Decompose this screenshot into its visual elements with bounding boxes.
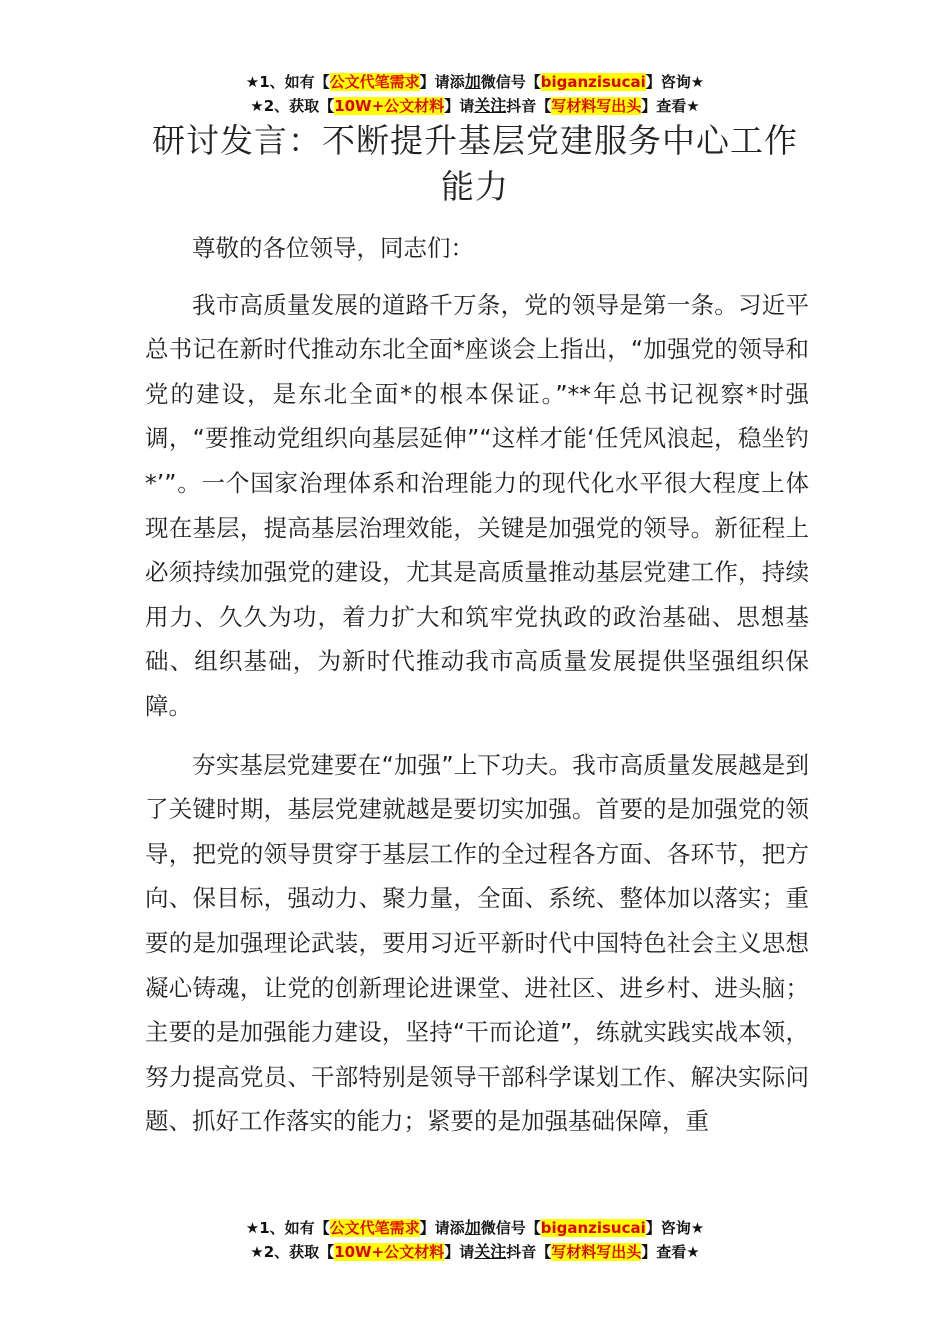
- document-body: [145, 226, 809, 1144]
- banner-line-1: [0, 70, 950, 94]
- banner-text: 】请: [444, 1243, 475, 1261]
- banner-text: ★1、如有【: [245, 73, 330, 91]
- banner-text: 】请添: [419, 1219, 465, 1237]
- banner-underlined: 关注: [474, 1242, 507, 1261]
- banner-text: 】咨询★: [645, 1219, 705, 1237]
- banner-underlined: 关注: [474, 96, 507, 115]
- banner-text: 】咨询★: [645, 73, 705, 91]
- paragraph-2: 夯实基层党建要在“加强”上下功夫。我市高质量发展越是到了关键时期，基层党建就越是要切实加强。首要的是加强党的领导，把党的领导贯穿于基层工作的全过程各方面、各环节，把方向、保目标，强动力、聚力量，全面、系统、整体加以落实；重要的是加强理论武装，要用习近平新时代中国特色社会主义思想凝心铸魂，让党的创新理论进课堂、进社区、进乡村、进头脑；主要的是加强能力建设，坚持“干而论道”，练就实践实战本领，努力提高党员、干部特别是领导干部科学谋划工作、解决实际问题、抓好工作落实的能力；紧要的是加强基础保障，重: [145, 750, 809, 1136]
- document-title: 研讨发言：不断提升基层党建服务中心工作能力: [152, 121, 798, 206]
- banner-highlight: biganzisucai: [540, 73, 646, 91]
- banner-text: 抖音【: [506, 97, 552, 115]
- banner-line-2: [0, 1240, 950, 1264]
- footer-banner: [0, 1216, 950, 1264]
- banner-text: 抖音【: [506, 1243, 552, 1261]
- banner-underlined: 加: [464, 1218, 481, 1237]
- banner-highlight: 写材料写出头: [551, 1243, 642, 1261]
- paragraph-1: 我市高质量发展的道路千万条，党的领导是第一条。习近平总书记在新时代推动东北全面*座谈会上指出，“加强党的领导和党的建设，是东北全面*的根本保证。”**年总书记视察*时强调，“要推动党组织向基层延伸”“这样才能‘任凭风浪起，稳坐钓*’”。一个国家治理体系和治理能力的现代化水平很大程度上体现在基层，提高基层治理效能，关键是加强党的领导。新征程上必须持续加强党的建设，尤其是高质量推动基层党建工作，持续用力、久久为功，着力扩大和筑牢党执政的政治基础、思想基础、组织基础，为新时代推动我市高质量发展提供坚强组织保障。: [145, 290, 809, 720]
- banner-line-1: [0, 1216, 950, 1240]
- banner-line-2: [0, 94, 950, 118]
- banner-text: ★2、获取【: [250, 1243, 335, 1261]
- banner-highlight: 公文代笔需求: [329, 73, 420, 91]
- banner-text: 】查看★: [641, 1243, 700, 1261]
- banner-text: ★2、获取【: [250, 97, 335, 115]
- banner-text: 】查看★: [641, 97, 700, 115]
- banner-highlight: 写材料写出头: [551, 97, 642, 115]
- greeting: 尊敬的各位领导，同志们：: [192, 234, 474, 262]
- banner-text: 】请: [444, 97, 475, 115]
- banner-underlined: 加: [464, 72, 481, 91]
- banner-text: 微信号【: [480, 1219, 541, 1237]
- banner-text: 微信号【: [480, 73, 541, 91]
- banner-highlight: biganzisucai: [540, 1219, 646, 1237]
- banner-text: 】请添: [419, 73, 465, 91]
- banner-highlight: 公文代笔需求: [329, 1219, 420, 1237]
- banner-highlight: 10W+公文材料: [334, 97, 445, 115]
- banner-text: ★1、如有【: [245, 1219, 330, 1237]
- header-banner: [0, 70, 950, 118]
- banner-highlight: 10W+公文材料: [334, 1243, 445, 1261]
